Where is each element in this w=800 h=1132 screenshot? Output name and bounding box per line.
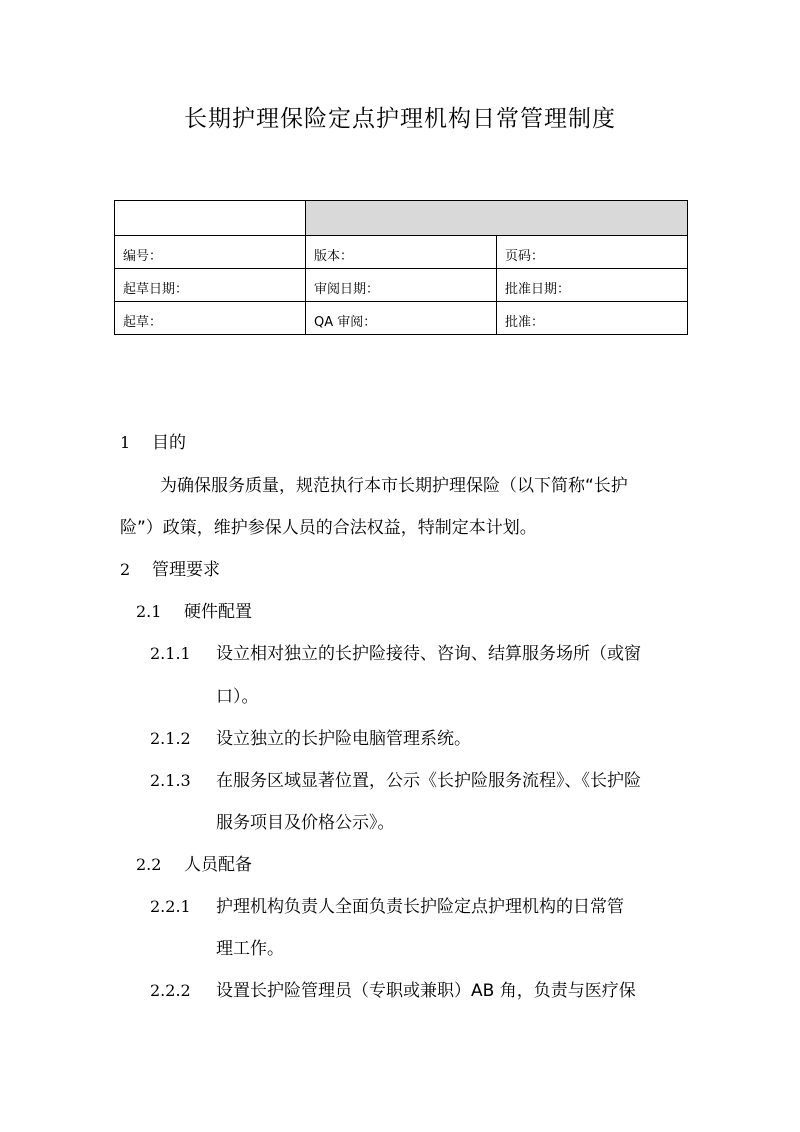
item-2-2-1 bbox=[150, 892, 624, 917]
table-header-row bbox=[115, 201, 688, 236]
table-row bbox=[115, 269, 688, 302]
item-continuation: 理工作。 bbox=[216, 939, 284, 959]
section-title: 目的 bbox=[152, 433, 186, 453]
field-review-date: 审阅日期： bbox=[306, 269, 497, 302]
table-cell-blank bbox=[115, 201, 306, 236]
paragraph-line: 为确保服务质量，规范执行本市长期护理保险（以下简称“长护 bbox=[160, 476, 628, 496]
field-qa-review: QA 审阅： bbox=[306, 302, 497, 335]
field-number: 编号： bbox=[115, 236, 306, 269]
item-text: 设立独立的长护险电脑管理系统。 bbox=[216, 729, 471, 749]
item-text: 设置长护险管理员（专职或兼职）AB 角，负责与医疗保 bbox=[216, 981, 636, 1001]
section-number: 1 bbox=[120, 433, 131, 452]
item-number: 2.2.1 bbox=[150, 897, 191, 916]
table-row bbox=[115, 302, 688, 335]
section-title: 人员配备 bbox=[184, 855, 252, 875]
table-row bbox=[115, 236, 688, 269]
item-number: 2.1.3 bbox=[150, 771, 191, 790]
paragraph-line: 险”）政策，维护参保人员的合法权益，特制定本计划。 bbox=[120, 518, 537, 538]
field-draft-date: 起草日期： bbox=[115, 269, 306, 302]
item-continuation: 服务项目及价格公示》。 bbox=[216, 813, 395, 833]
field-version: 版本： bbox=[306, 236, 497, 269]
subsection-2-1-heading bbox=[136, 597, 252, 622]
section-number: 2 bbox=[120, 560, 131, 579]
item-2-1-1 bbox=[150, 639, 641, 664]
section-number: 2.2 bbox=[136, 855, 162, 874]
item-number: 2.1.2 bbox=[150, 729, 191, 748]
item-text: 护理机构负责人全面负责长护险定点护理机构的日常管 bbox=[216, 897, 624, 917]
document-title: 长期护理保险定点护理机构日常管理制度 bbox=[184, 106, 616, 132]
info-table bbox=[114, 200, 688, 335]
item-2-1-2 bbox=[150, 724, 471, 749]
section-number: 2.1 bbox=[136, 602, 162, 621]
section-1-heading bbox=[120, 428, 186, 453]
field-page: 页码： bbox=[497, 236, 688, 269]
item-text: 在服务区域显著位置，公示《长护险服务流程》、《长护险 bbox=[216, 771, 641, 791]
item-2-1-3 bbox=[150, 766, 641, 791]
item-2-2-2 bbox=[150, 976, 636, 1001]
item-number: 2.2.2 bbox=[150, 981, 191, 1000]
item-continuation: 口）。 bbox=[216, 687, 259, 707]
section-title: 硬件配置 bbox=[184, 602, 252, 622]
table-cell-shaded bbox=[306, 201, 688, 236]
item-number: 2.1.1 bbox=[150, 644, 191, 663]
section-2-heading bbox=[120, 555, 220, 580]
field-approve-date: 批准日期： bbox=[497, 269, 688, 302]
field-approver: 批准： bbox=[497, 302, 688, 335]
item-text: 设立相对独立的长护险接待、咨询、结算服务场所（或窗 bbox=[216, 644, 641, 664]
field-drafter: 起草： bbox=[115, 302, 306, 335]
section-title: 管理要求 bbox=[152, 560, 220, 580]
subsection-2-2-heading bbox=[136, 850, 252, 875]
